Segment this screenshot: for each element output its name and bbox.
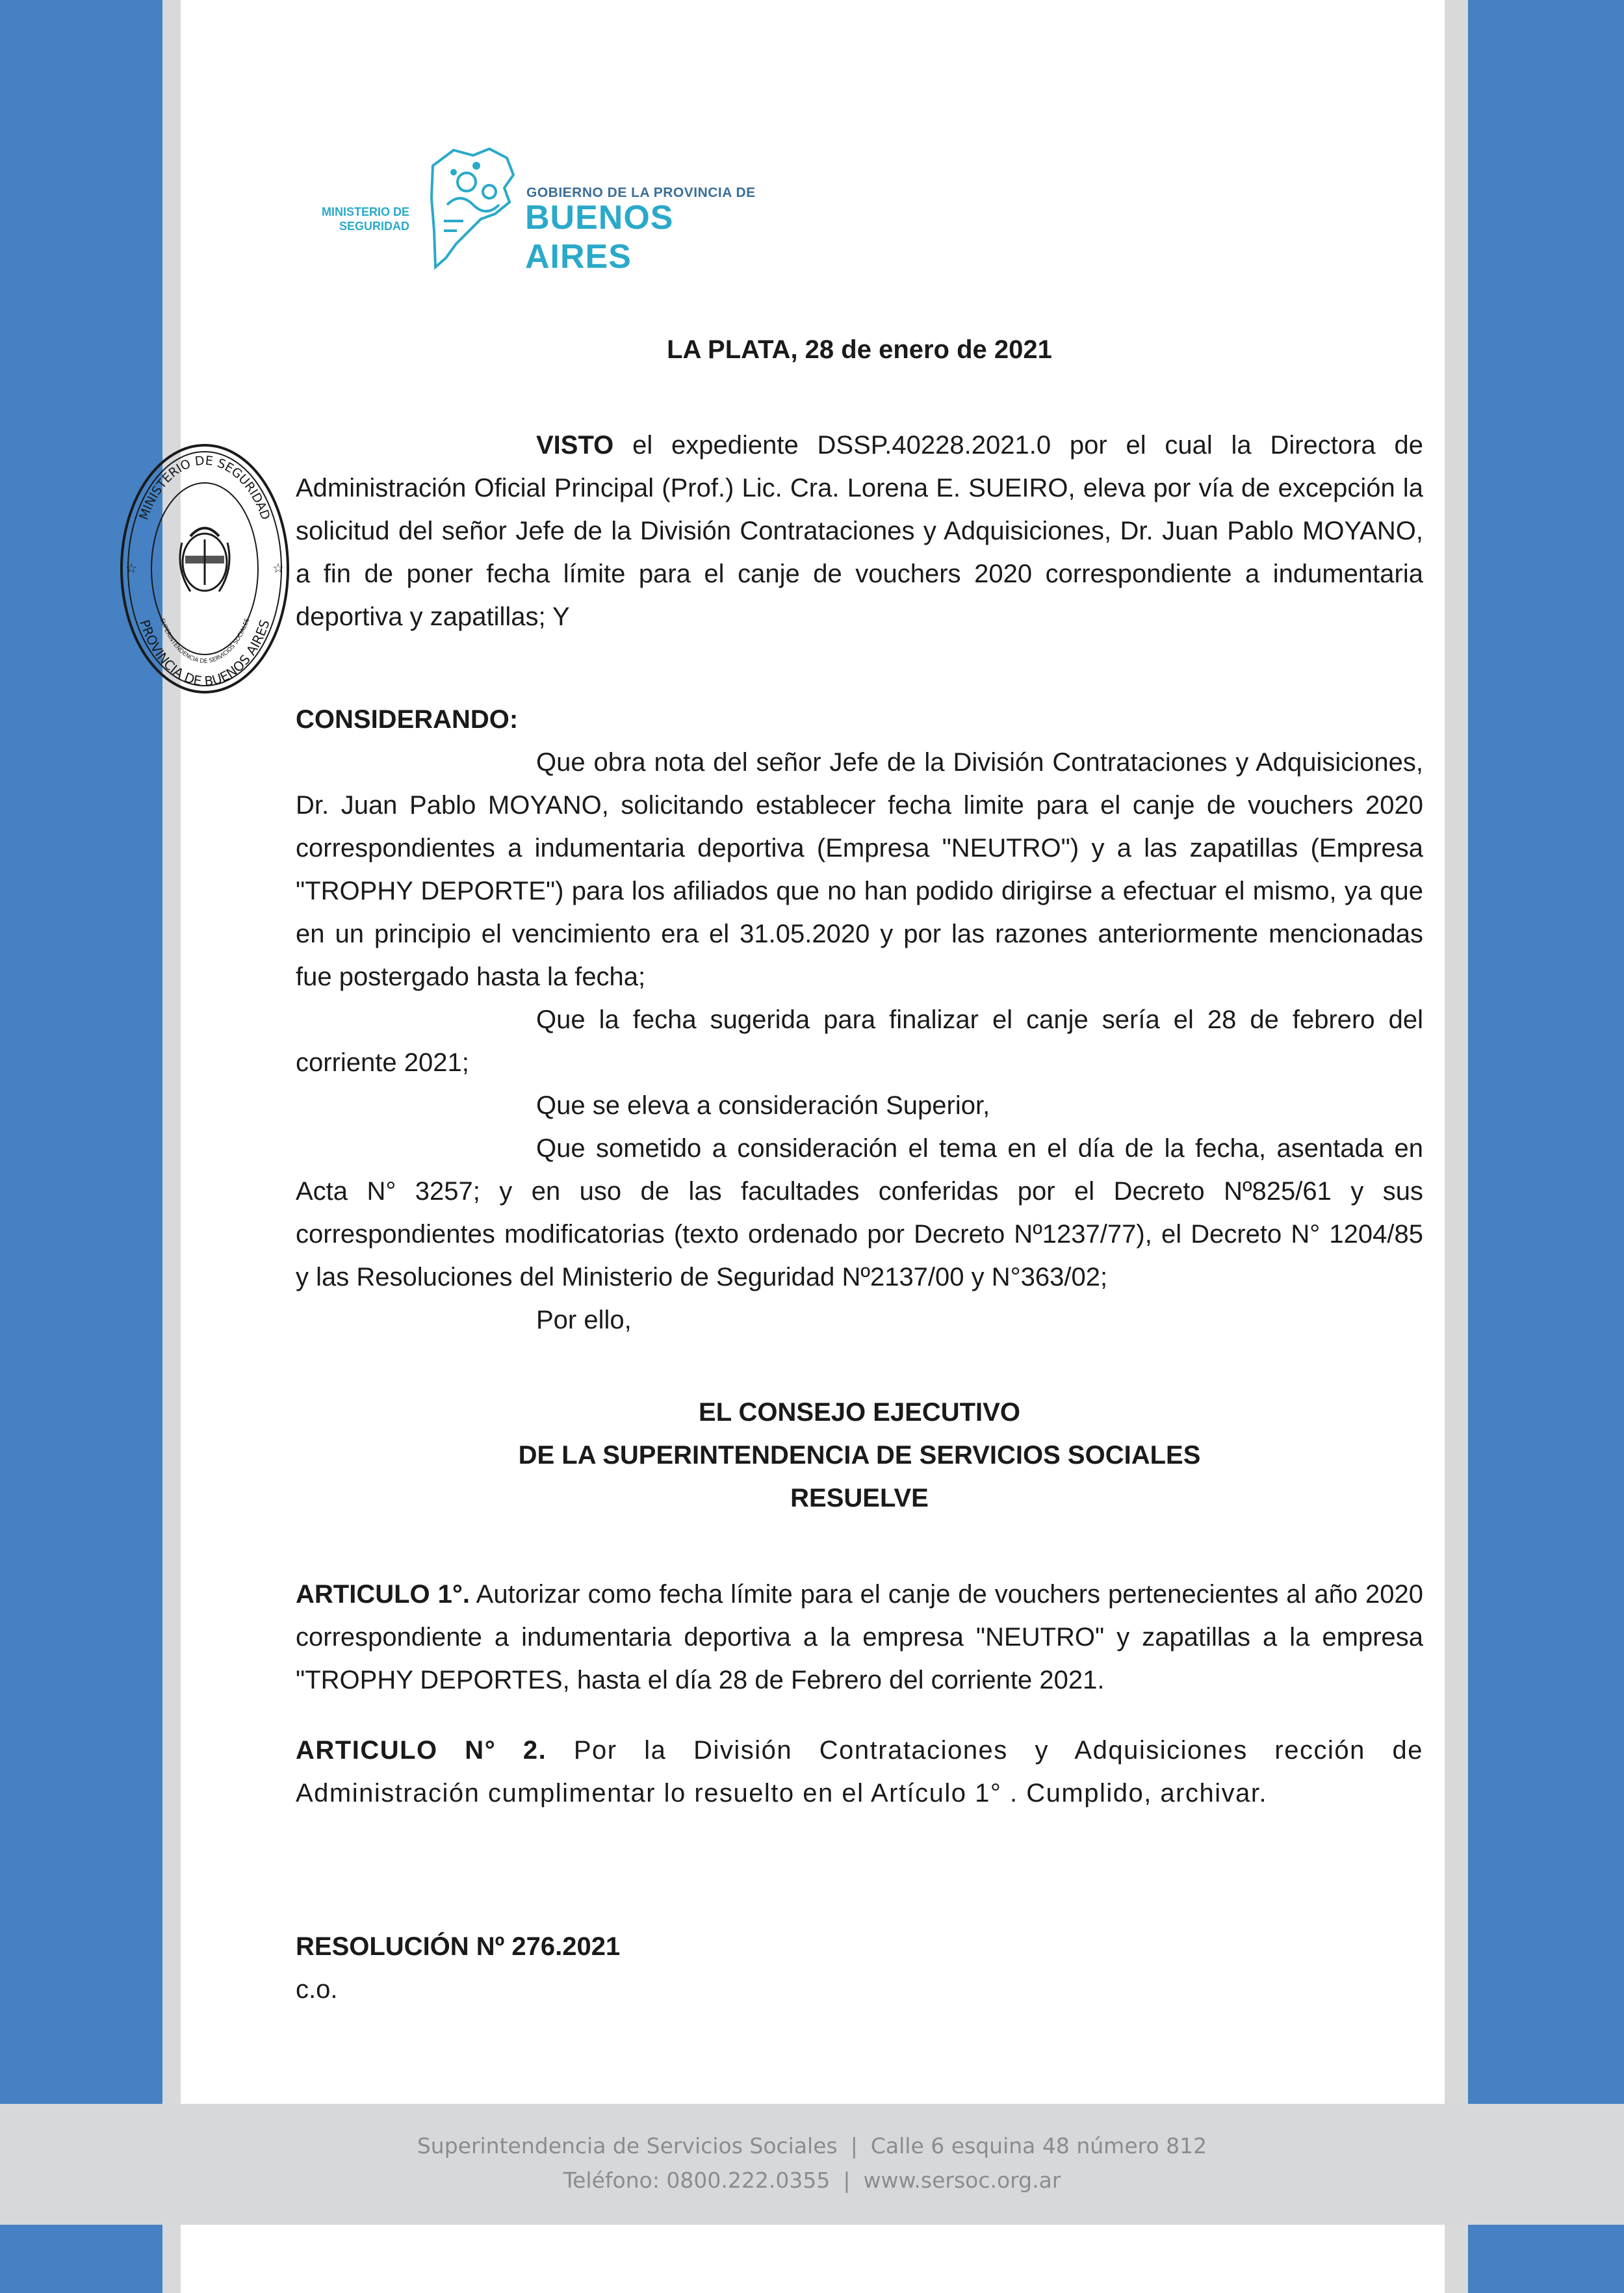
footer-phone: Teléfono: 0800.222.0355 — [563, 2168, 831, 2193]
document-date: LA PLATA, 28 de enero de 2021 — [667, 335, 1052, 364]
svg-text:PROVINCIA DE BUENOS AIRES — [136, 618, 272, 690]
heading-line3: RESUELVE — [790, 1484, 929, 1512]
visto-paragraph — [296, 424, 1423, 638]
province-name: BUENOS AIRES — [525, 199, 674, 276]
heading-line1: EL CONSEJO EJECUTIVO — [699, 1398, 1020, 1427]
considerando-heading: CONSIDERANDO: — [296, 705, 519, 734]
government-logo — [305, 146, 773, 276]
footer-web[interactable]: www.sersoc.org.ar — [863, 2168, 1061, 2193]
page-footer — [0, 2104, 1624, 2225]
government-line: GOBIERNO DE LA PROVINCIA DE — [526, 185, 756, 200]
footer-line1 — [0, 2129, 1624, 2163]
resolution-number: RESOLUCIÓN Nº 276.2021 — [296, 1932, 621, 1961]
considerando-p5: Por ello, — [536, 1306, 632, 1334]
footer-separator: | — [843, 2168, 851, 2193]
province-map-icon — [428, 146, 519, 270]
svg-text:☆: ☆ — [272, 562, 284, 576]
ministry-line1: MINISTERIO DE — [321, 205, 409, 218]
article-2-label: ARTICULO N° 2. — [296, 1736, 547, 1765]
right-blue-band — [1468, 0, 1624, 2293]
considerando-body — [296, 741, 1423, 1341]
official-seal-icon — [114, 439, 296, 699]
seal-top-text: MINISTERIO DE SEGURIDAD — [136, 453, 273, 522]
resolution-heading — [296, 1391, 1423, 1520]
initials: c.o. — [296, 1975, 338, 2004]
footer-org: Superintendencia de Servicios Sociales — [417, 2133, 838, 2158]
visto-text: el expediente DSSP.40228.2021.0 por el cual la Directora de Administración Oficial Principal (Prof.) Lic. Cra. Lorena E. SUEIRO, eleva por vía de excepción la solicitud del señor Jefe de la División Contrataciones y Adquisiciones, Dr. Juan Pablo MOYANO, a fin de poner fecha límite para el canje de vouchers 2020 correspondiente a indumentaria deportiva y zapatillas; Y — [296, 431, 1423, 631]
considerando-p2: Que la fecha sugerida para finalizar el canje sería el 28 de febrero del corriente 2021; — [296, 1005, 1423, 1077]
article-1 — [296, 1573, 1423, 1702]
footer-separator: | — [850, 2133, 858, 2158]
seal-inner-text: SUPERINTENDENCIA DE SERVICIOS SOCIALES — [158, 617, 251, 666]
footer-address: Calle 6 esquina 48 número 812 — [870, 2133, 1207, 2158]
left-blue-band — [0, 0, 162, 2293]
ministry-line2: SEGURIDAD — [339, 220, 409, 233]
article-2 — [296, 1729, 1423, 1815]
ministry-label — [305, 205, 409, 233]
seal-bottom-text: PROVINCIA DE BUENOS AIRES — [136, 617, 273, 690]
article-1-label: ARTICULO 1°. — [296, 1580, 470, 1609]
article-1-text: Autorizar como fecha límite para el canje de vouchers pertenecientes al año 2020 correspondiente a indumentaria deportiva a la empresa "NEUTRO" y zapatillas a la empresa "TROPHY DEPORTES, hasta el día 28 de Febrero del corriente 2021. — [296, 1580, 1423, 1694]
heading-line2: DE LA SUPERINTENDENCIA DE SERVICIOS SOCIALES — [518, 1441, 1201, 1470]
considerando-p3: Que se eleva a consideración Superior, — [536, 1091, 990, 1120]
considerando-p4: Que sometido a consideración el tema en el día de la fecha, asentada en Acta N° 3257; y en uso de las facultades conferidas por el Decreto Nº825/61 y sus correspondientes modificatorias (texto ordenado por Decreto Nº1237/77), el Decreto N° 1204/85 y las Resoluciones del Ministerio de Seguridad Nº2137/00 y N°363/02; — [296, 1134, 1423, 1291]
considerando-p1: Que obra nota del señor Jefe de la División Contrataciones y Adquisiciones, Dr. Juan Pablo MOYANO, solicitando establecer fecha limite para el canje de vouchers 2020 correspondientes a indumentaria deportiva (Empresa "NEUTRO") y a las zapatillas (Empresa "TROPHY DEPORTE") para los afiliados que no han podido dirigirse a efectuar el mismo, ya que en un principio el vencimiento era el 31.05.2020 y por las razones anteriormente mencionadas fue postergado hasta la fecha; — [296, 748, 1423, 991]
svg-text:☆: ☆ — [125, 562, 137, 576]
svg-text:MINISTERIO DE SEGURIDAD — [136, 454, 273, 522]
visto-label: VISTO — [536, 431, 614, 460]
article-2-text: Por la División Contrataciones y Adquisiciones rección de Administración cumplimentar lo resuelto en el Artículo 1° . Cumplido, archivar. — [296, 1736, 1423, 1807]
footer-line2 — [0, 2163, 1624, 2197]
left-gray-gutter — [162, 0, 181, 2293]
right-gray-gutter — [1445, 0, 1468, 2293]
